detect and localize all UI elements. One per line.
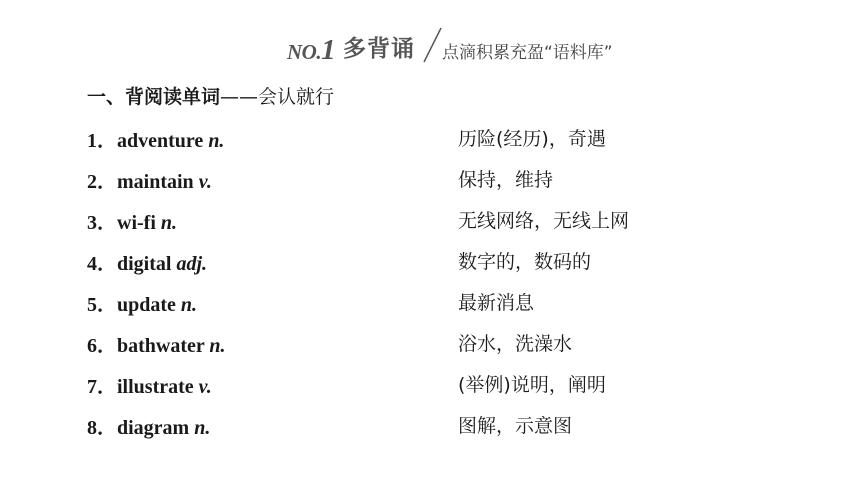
vocab-pos: adj. [176,253,208,275]
vocab-item [0,411,860,443]
vocab-item [0,165,860,197]
vocab-pos: n. [194,417,211,439]
vocab-pos: v. [198,376,212,398]
vocab-word: adventure [117,130,204,152]
vocab-term [87,411,210,440]
section-number-prefix: NO. [287,40,322,64]
vocab-meaning: 图解，示意图 [458,415,573,437]
vocab-word: update [117,294,176,316]
vocab-pos: n. [160,212,178,234]
vocab-meaning: 浴水，洗澡水 [458,333,573,355]
vocab-item [0,247,860,279]
vocab-pos: n. [180,294,198,316]
vocab-meaning: 保持，维持 [458,169,554,191]
vocab-term [87,329,226,358]
vocab-word: digital [117,253,172,275]
vocab-term [87,247,207,276]
vocab-term [87,206,177,235]
header-subtitle: 点滴积累充盈“语料库” [442,43,613,63]
vocab-index: 8． [87,417,117,439]
vocab-index: 3． [87,212,117,234]
vocab-index: 5． [87,294,117,316]
section-title-main: 一、背阅读单词 [87,86,221,108]
vocab-meaning: 数字的，数码的 [458,251,592,273]
header-title: 多背诵 [343,36,415,62]
vocab-word: wi-fi [117,212,156,234]
vocab-meaning: (举例)说明，阐明 [458,374,606,396]
vocab-meaning: 最新消息 [458,292,535,314]
vocab-item [0,124,860,156]
section-title-dash: —— [220,86,259,108]
vocab-item [0,370,860,402]
vocab-term [87,288,197,317]
vocab-meaning: 无线网络，无线上网 [458,210,630,232]
vocab-index: 2． [87,171,117,193]
vocab-pos: n. [209,335,226,357]
section-number: 1 [321,34,336,66]
vocab-pos: v. [198,171,212,193]
vocab-term [87,124,224,153]
vocab-word: illustrate [117,376,194,398]
vocab-term [87,370,212,399]
vocab-index: 4． [87,253,117,275]
vocab-pos: n. [208,130,225,152]
vocab-item [0,288,860,320]
vocab-word: maintain [117,171,194,193]
section-title-note: 会认就行 [258,86,335,108]
vocab-index: 7． [87,376,117,398]
vocab-index: 6． [87,335,117,357]
vocab-meaning: 历险(经历)，奇遇 [458,128,606,150]
vocab-item [0,206,860,238]
vocab-word: bathwater [117,335,205,357]
vocab-word: diagram [117,417,190,439]
vocab-item [0,329,860,361]
vocab-index: 1． [87,130,117,152]
vocab-term [87,165,212,194]
